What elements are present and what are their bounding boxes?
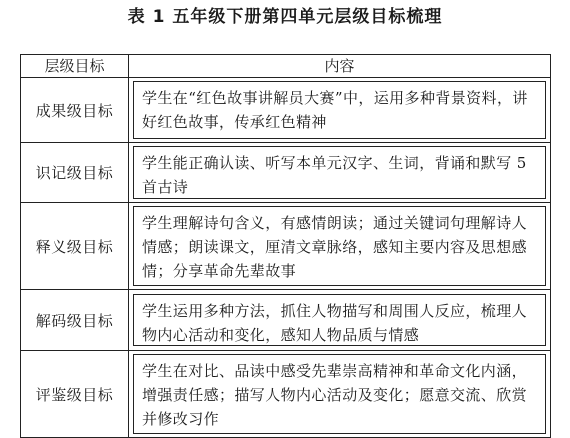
content-text: 学生在“红色故事讲解员大赛”中，运用多种背景资料，讲好红色故事，传承红色精神 [133,81,546,139]
content-cell [129,143,551,203]
content-text: 学生运用多种方法，抓住人物描写和周围人反应，梳理人物内心活动和变化，感知人物品质与情感 [133,294,546,346]
table-row [21,203,551,290]
level-cell: 识记级目标 [21,143,129,203]
content-text: 学生理解诗句含义，有感情朗读；通过关键词句理解诗人情感；朗读课文，厘清文章脉络，感知主要内容及思想感情；分享革命先辈故事 [133,206,546,286]
table-row [21,290,551,351]
table-row [21,78,551,143]
level-cell: 释义级目标 [21,203,129,290]
content-cell [129,78,551,143]
content-cell [129,290,551,351]
content-text: 学生在对比、品读中感受先辈崇高精神和革命文化内涵，增强责任感；描写人物内心活动及变化；愿意交流、欣赏并修改习作 [133,354,546,434]
content-text: 学生能正确认读、听写本单元汉字、生词，背诵和默写 5 首古诗 [133,146,546,199]
level-cell: 成果级目标 [21,78,129,143]
table-caption: 表 1 五年级下册第四单元层级目标梳理 [127,7,443,27]
level-cell: 解码级目标 [21,290,129,351]
table-row [21,351,551,438]
level-goals-table [20,54,551,438]
content-cell [129,203,551,290]
header-content: 内容 [129,55,551,78]
header-level: 层级目标 [21,55,129,78]
table-header-row [21,55,551,78]
level-cell: 评鉴级目标 [21,351,129,438]
table-row [21,143,551,203]
content-cell [129,351,551,438]
